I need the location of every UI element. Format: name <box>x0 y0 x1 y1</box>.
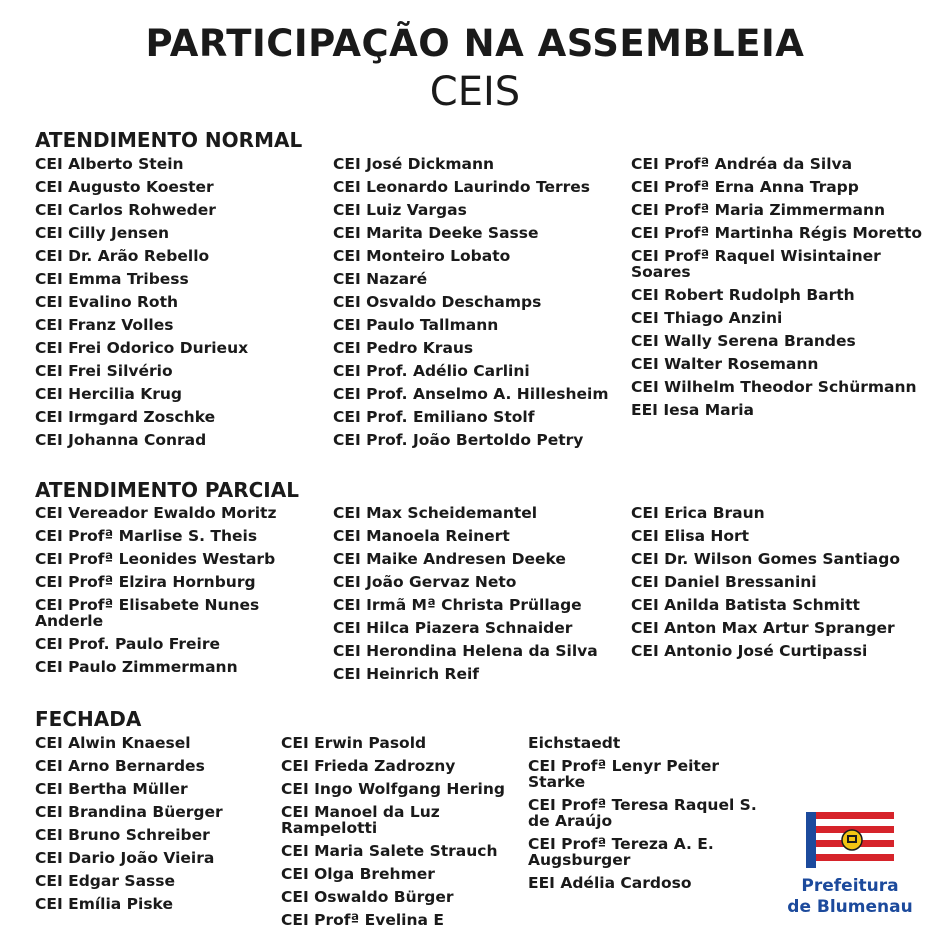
list-item: CEI Profª Raquel Wisintainer Soares <box>631 247 881 281</box>
list-item: CEI Max Scheidemantel <box>333 504 538 522</box>
list-item: CEI Profª Andréa da Silva <box>631 155 853 173</box>
list-item: EEI Iesa Maria <box>631 401 755 419</box>
list-item: CEI Oswaldo Bürger <box>281 888 454 906</box>
list-item: CEI Emma Tribess <box>35 270 189 288</box>
list-item: CEI Ingo Wolfgang Hering <box>281 780 505 798</box>
list-item: CEI Hercilia Krug <box>35 385 183 403</box>
list-item: CEI Dr. Wilson Gomes Santiago <box>631 550 900 568</box>
list-item: CEI Leonardo Laurindo Terres <box>333 178 590 196</box>
list-item: CEI Frei Odorico Durieux <box>35 339 249 357</box>
parcial-column-2 <box>333 505 598 689</box>
list-item: CEI Luiz Vargas <box>333 201 467 219</box>
list-item: CEI Wilhelm Theodor Schürmann <box>631 378 917 396</box>
list-item: CEI José Dickmann <box>333 155 495 173</box>
parcial-column-3 <box>631 505 900 666</box>
list-item: CEI Maria Salete Strauch <box>281 842 498 860</box>
list-item: CEI João Gervaz Neto <box>333 573 517 591</box>
list-item: CEI Monteiro Lobato <box>333 247 511 265</box>
list-item: CEI Profª Evelina E <box>281 911 444 929</box>
list-item: CEI Osvaldo Deschamps <box>333 293 542 311</box>
list-item: CEI Anton Max Artur Spranger <box>631 619 895 637</box>
list-item: CEI Dario João Vieira <box>35 849 215 867</box>
list-item: CEI Erwin Pasold <box>281 734 427 752</box>
fechada-column-1 <box>35 735 223 919</box>
list-item: CEI Anilda Batista Schmitt <box>631 596 860 614</box>
list-item: CEI Maike Andresen Deeke <box>333 550 566 568</box>
list-item: CEI Johanna Conrad <box>35 431 207 449</box>
list-item: CEI Manoela Reinert <box>333 527 510 545</box>
list-item: CEI Paulo Tallmann <box>333 316 499 334</box>
parcial-column-1 <box>35 505 276 682</box>
list-item: CEI Cilly Jensen <box>35 224 170 242</box>
list-item: CEI Profª Lenyr Peiter Starke <box>528 757 719 791</box>
prefeitura-logo-text: Prefeitura de Blumenau <box>787 876 913 917</box>
section-heading-parcial: ATENDIMENTO PARCIAL <box>35 478 299 502</box>
list-item: CEI Frieda Zadrozny <box>281 757 456 775</box>
list-item: CEI Profª Tereza A. E. Augsburger <box>528 835 714 869</box>
normal-column-2 <box>333 156 608 455</box>
list-item: CEI Manoel da Luz Rampelotti <box>281 803 440 837</box>
list-item: CEI Elisa Hort <box>631 527 750 545</box>
list-item: CEI Prof. Anselmo A. Hillesheim <box>333 385 609 403</box>
list-item: CEI Prof. Adélio Carlini <box>333 362 530 380</box>
list-item: CEI Wally Serena Brandes <box>631 332 856 350</box>
list-item: CEI Alwin Knaesel <box>35 734 191 752</box>
list-item: CEI Brandina Büerger <box>35 803 223 821</box>
list-item: CEI Robert Rudolph Barth <box>631 286 855 304</box>
list-item: CEI Herondina Helena da Silva <box>333 642 598 660</box>
list-item: CEI Arno Bernardes <box>35 757 205 775</box>
list-item: CEI Nazaré <box>333 270 428 288</box>
list-item: CEI Antonio José Curtipassi <box>631 642 868 660</box>
list-item: CEI Profª Maria Zimmermann <box>631 201 886 219</box>
list-item: CEI Franz Volles <box>35 316 174 334</box>
list-item: CEI Hilca Piazera Schnaider <box>333 619 573 637</box>
list-item: CEI Irmã Mª Christa Prüllage <box>333 596 582 614</box>
fechada-column-2 <box>281 735 505 935</box>
list-item: CEI Thiago Anzini <box>631 309 783 327</box>
list-item: CEI Emília Piske <box>35 895 173 913</box>
list-item: CEI Erica Braun <box>631 504 765 522</box>
list-item: CEI Marita Deeke Sasse <box>333 224 539 242</box>
list-item: CEI Prof. Paulo Freire <box>35 635 220 653</box>
list-item: CEI Frei Silvério <box>35 362 173 380</box>
normal-column-3 <box>631 156 922 425</box>
list-item: CEI Olga Brehmer <box>281 865 435 883</box>
list-item: CEI Profª Elzira Hornburg <box>35 573 256 591</box>
list-item: CEI Profª Erna Anna Trapp <box>631 178 859 196</box>
list-item: CEI Profª Leonides Westarb <box>35 550 276 568</box>
list-item: CEI Paulo Zimmermann <box>35 658 238 676</box>
list-item: CEI Carlos Rohweder <box>35 201 216 219</box>
page-subtitle: CEIS <box>429 69 521 115</box>
section-heading-normal: ATENDIMENTO NORMAL <box>35 128 303 152</box>
normal-column-1 <box>35 156 248 455</box>
list-item: CEI Alberto Stein <box>35 155 184 173</box>
list-item: CEI Daniel Bressanini <box>631 573 817 591</box>
list-item: CEI Edgar Sasse <box>35 872 175 890</box>
list-item: CEI Bertha Müller <box>35 780 188 798</box>
list-item: CEI Pedro Kraus <box>333 339 474 357</box>
list-item: CEI Profª Martinha Régis Moretto <box>631 224 923 242</box>
list-item: CEI Dr. Arão Rebello <box>35 247 210 265</box>
list-item: CEI Prof. Emiliano Stolf <box>333 408 535 426</box>
blumenau-flag-icon <box>806 812 894 868</box>
fechada-column-3 <box>528 735 757 898</box>
list-item: CEI Heinrich Reif <box>333 665 480 683</box>
list-item: EEI Adélia Cardoso <box>528 874 692 892</box>
list-item: CEI Profª Teresa Raquel S. de Araújo <box>528 796 757 830</box>
page-title: PARTICIPAÇÃO NA ASSEMBLEIA <box>145 22 805 65</box>
list-item: CEI Profª Elisabete Nunes Anderle <box>35 596 260 630</box>
list-item: Eichstaedt <box>528 734 621 752</box>
list-item: CEI Evalino Roth <box>35 293 179 311</box>
list-item: CEI Vereador Ewaldo Moritz <box>35 504 277 522</box>
list-item: CEI Augusto Koester <box>35 178 214 196</box>
list-item: CEI Bruno Schreiber <box>35 826 210 844</box>
list-item: CEI Walter Rosemann <box>631 355 819 373</box>
list-item: CEI Profª Marlise S. Theis <box>35 527 258 545</box>
list-item: CEI Irmgard Zoschke <box>35 408 216 426</box>
list-item: CEI Prof. João Bertoldo Petry <box>333 431 584 449</box>
section-heading-fechada: FECHADA <box>35 707 142 731</box>
